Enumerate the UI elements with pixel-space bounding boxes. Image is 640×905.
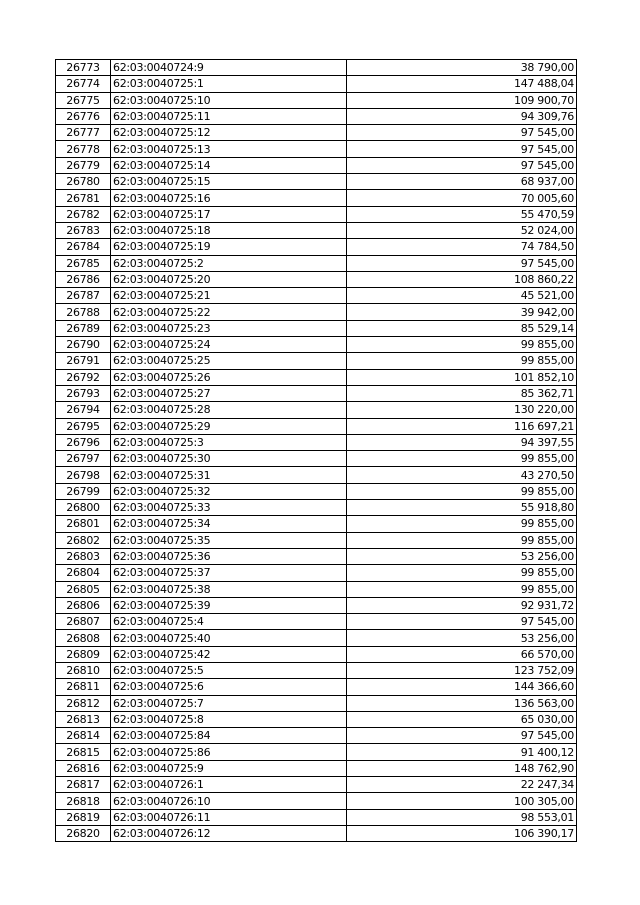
table-row bbox=[56, 157, 577, 173]
row-number-cell: 26787 bbox=[56, 288, 111, 304]
table-row bbox=[56, 271, 577, 287]
value-cell: 97 545,00 bbox=[347, 255, 577, 271]
table-row bbox=[56, 353, 577, 369]
value-cell: 43 270,50 bbox=[347, 467, 577, 483]
value-cell: 39 942,00 bbox=[347, 304, 577, 320]
row-number-cell: 26795 bbox=[56, 418, 111, 434]
value-cell: 147 488,04 bbox=[347, 76, 577, 92]
cadastral-number-cell: 62:03:0040726:12 bbox=[111, 825, 347, 841]
cadastral-number-cell: 62:03:0040725:39 bbox=[111, 597, 347, 613]
row-number-cell: 26803 bbox=[56, 548, 111, 564]
value-cell: 148 762,90 bbox=[347, 760, 577, 776]
row-number-cell: 26816 bbox=[56, 760, 111, 776]
cadastral-number-cell: 62:03:0040725:23 bbox=[111, 320, 347, 336]
cadastral-number-cell: 62:03:0040725:7 bbox=[111, 695, 347, 711]
row-number-cell: 26798 bbox=[56, 467, 111, 483]
row-number-cell: 26814 bbox=[56, 728, 111, 744]
value-cell: 130 220,00 bbox=[347, 402, 577, 418]
row-number-cell: 26799 bbox=[56, 483, 111, 499]
cadastral-number-cell: 62:03:0040725:2 bbox=[111, 255, 347, 271]
table-row bbox=[56, 92, 577, 108]
table-row bbox=[56, 809, 577, 825]
cadastral-number-cell: 62:03:0040725:28 bbox=[111, 402, 347, 418]
table-row bbox=[56, 695, 577, 711]
row-number-cell: 26801 bbox=[56, 516, 111, 532]
value-cell: 97 545,00 bbox=[347, 141, 577, 157]
table-row bbox=[56, 500, 577, 516]
cadastral-number-cell: 62:03:0040726:1 bbox=[111, 777, 347, 793]
value-cell: 106 390,17 bbox=[347, 825, 577, 841]
value-cell: 99 855,00 bbox=[347, 483, 577, 499]
row-number-cell: 26818 bbox=[56, 793, 111, 809]
cadastral-number-cell: 62:03:0040725:40 bbox=[111, 630, 347, 646]
cadastral-number-cell: 62:03:0040725:34 bbox=[111, 516, 347, 532]
cadastral-number-cell: 62:03:0040725:27 bbox=[111, 385, 347, 401]
cadastral-number-cell: 62:03:0040725:12 bbox=[111, 125, 347, 141]
cadastral-number-cell: 62:03:0040725:33 bbox=[111, 500, 347, 516]
cadastral-number-cell: 62:03:0040725:9 bbox=[111, 760, 347, 776]
table-row bbox=[56, 630, 577, 646]
cadastral-number-cell: 62:03:0040725:31 bbox=[111, 467, 347, 483]
value-cell: 108 860,22 bbox=[347, 271, 577, 287]
cadastral-number-cell: 62:03:0040725:25 bbox=[111, 353, 347, 369]
table-row bbox=[56, 369, 577, 385]
row-number-cell: 26777 bbox=[56, 125, 111, 141]
value-cell: 68 937,00 bbox=[347, 174, 577, 190]
cadastral-number-cell: 62:03:0040725:38 bbox=[111, 581, 347, 597]
value-cell: 53 256,00 bbox=[347, 630, 577, 646]
value-cell: 136 563,00 bbox=[347, 695, 577, 711]
value-cell: 94 309,76 bbox=[347, 108, 577, 124]
table-row bbox=[56, 222, 577, 238]
cadastral-number-cell: 62:03:0040725:14 bbox=[111, 157, 347, 173]
cadastral-number-cell: 62:03:0040725:84 bbox=[111, 728, 347, 744]
table-row bbox=[56, 581, 577, 597]
cadastral-number-cell: 62:03:0040725:3 bbox=[111, 434, 347, 450]
row-number-cell: 26782 bbox=[56, 206, 111, 222]
value-cell: 99 855,00 bbox=[347, 565, 577, 581]
value-cell: 97 545,00 bbox=[347, 614, 577, 630]
table-row bbox=[56, 483, 577, 499]
cadastral-number-cell: 62:03:0040725:24 bbox=[111, 337, 347, 353]
value-cell: 99 855,00 bbox=[347, 337, 577, 353]
cadastral-number-cell: 62:03:0040725:37 bbox=[111, 565, 347, 581]
table-row bbox=[56, 402, 577, 418]
table-row bbox=[56, 662, 577, 678]
value-cell: 97 545,00 bbox=[347, 157, 577, 173]
table-row bbox=[56, 304, 577, 320]
row-number-cell: 26791 bbox=[56, 353, 111, 369]
value-cell: 66 570,00 bbox=[347, 646, 577, 662]
table-row bbox=[56, 337, 577, 353]
row-number-cell: 26783 bbox=[56, 222, 111, 238]
row-number-cell: 26775 bbox=[56, 92, 111, 108]
row-number-cell: 26811 bbox=[56, 679, 111, 695]
cadastral-number-cell: 62:03:0040725:32 bbox=[111, 483, 347, 499]
cadastral-number-cell: 62:03:0040725:86 bbox=[111, 744, 347, 760]
row-number-cell: 26813 bbox=[56, 711, 111, 727]
table-row bbox=[56, 777, 577, 793]
value-cell: 55 470,59 bbox=[347, 206, 577, 222]
value-cell: 101 852,10 bbox=[347, 369, 577, 385]
table-row bbox=[56, 451, 577, 467]
table-row bbox=[56, 825, 577, 841]
row-number-cell: 26780 bbox=[56, 174, 111, 190]
table-row bbox=[56, 793, 577, 809]
value-cell: 99 855,00 bbox=[347, 532, 577, 548]
cadastral-number-cell: 62:03:0040725:4 bbox=[111, 614, 347, 630]
row-number-cell: 26789 bbox=[56, 320, 111, 336]
table-row bbox=[56, 320, 577, 336]
cadastral-number-cell: 62:03:0040725:22 bbox=[111, 304, 347, 320]
row-number-cell: 26806 bbox=[56, 597, 111, 613]
cadastral-number-cell: 62:03:0040725:6 bbox=[111, 679, 347, 695]
row-number-cell: 26800 bbox=[56, 500, 111, 516]
row-number-cell: 26779 bbox=[56, 157, 111, 173]
value-cell: 97 545,00 bbox=[347, 728, 577, 744]
value-cell: 123 752,09 bbox=[347, 662, 577, 678]
table-row bbox=[56, 679, 577, 695]
registry-table bbox=[55, 59, 577, 842]
table-row bbox=[56, 288, 577, 304]
cadastral-number-cell: 62:03:0040725:1 bbox=[111, 76, 347, 92]
cadastral-number-cell: 62:03:0040725:16 bbox=[111, 190, 347, 206]
table-row bbox=[56, 467, 577, 483]
value-cell: 74 784,50 bbox=[347, 239, 577, 255]
value-cell: 38 790,00 bbox=[347, 60, 577, 76]
value-cell: 85 529,14 bbox=[347, 320, 577, 336]
row-number-cell: 26790 bbox=[56, 337, 111, 353]
row-number-cell: 26804 bbox=[56, 565, 111, 581]
row-number-cell: 26819 bbox=[56, 809, 111, 825]
table-row bbox=[56, 190, 577, 206]
table-row bbox=[56, 728, 577, 744]
row-number-cell: 26805 bbox=[56, 581, 111, 597]
cadastral-number-cell: 62:03:0040725:26 bbox=[111, 369, 347, 385]
value-cell: 91 400,12 bbox=[347, 744, 577, 760]
value-cell: 99 855,00 bbox=[347, 353, 577, 369]
row-number-cell: 26812 bbox=[56, 695, 111, 711]
registry-table-body bbox=[56, 60, 577, 842]
row-number-cell: 26788 bbox=[56, 304, 111, 320]
table-row bbox=[56, 744, 577, 760]
row-number-cell: 26776 bbox=[56, 108, 111, 124]
value-cell: 144 366,60 bbox=[347, 679, 577, 695]
cadastral-number-cell: 62:03:0040726:11 bbox=[111, 809, 347, 825]
cadastral-number-cell: 62:03:0040725:5 bbox=[111, 662, 347, 678]
row-number-cell: 26817 bbox=[56, 777, 111, 793]
row-number-cell: 26802 bbox=[56, 532, 111, 548]
table-row bbox=[56, 532, 577, 548]
table-row bbox=[56, 385, 577, 401]
value-cell: 116 697,21 bbox=[347, 418, 577, 434]
row-number-cell: 26807 bbox=[56, 614, 111, 630]
value-cell: 65 030,00 bbox=[347, 711, 577, 727]
table-row bbox=[56, 646, 577, 662]
cadastral-number-cell: 62:03:0040726:10 bbox=[111, 793, 347, 809]
table-row bbox=[56, 711, 577, 727]
table-row bbox=[56, 206, 577, 222]
row-number-cell: 26794 bbox=[56, 402, 111, 418]
row-number-cell: 26796 bbox=[56, 434, 111, 450]
table-row bbox=[56, 548, 577, 564]
table-row bbox=[56, 760, 577, 776]
table-row bbox=[56, 141, 577, 157]
table-row bbox=[56, 125, 577, 141]
cadastral-number-cell: 62:03:0040725:29 bbox=[111, 418, 347, 434]
row-number-cell: 26809 bbox=[56, 646, 111, 662]
cadastral-number-cell: 62:03:0040725:15 bbox=[111, 174, 347, 190]
value-cell: 99 855,00 bbox=[347, 451, 577, 467]
cadastral-number-cell: 62:03:0040725:21 bbox=[111, 288, 347, 304]
value-cell: 100 305,00 bbox=[347, 793, 577, 809]
table-row bbox=[56, 76, 577, 92]
table-row bbox=[56, 418, 577, 434]
value-cell: 52 024,00 bbox=[347, 222, 577, 238]
row-number-cell: 26810 bbox=[56, 662, 111, 678]
value-cell: 98 553,01 bbox=[347, 809, 577, 825]
row-number-cell: 26781 bbox=[56, 190, 111, 206]
row-number-cell: 26820 bbox=[56, 825, 111, 841]
cadastral-number-cell: 62:03:0040725:36 bbox=[111, 548, 347, 564]
value-cell: 22 247,34 bbox=[347, 777, 577, 793]
table-row bbox=[56, 239, 577, 255]
cadastral-number-cell: 62:03:0040725:8 bbox=[111, 711, 347, 727]
value-cell: 92 931,72 bbox=[347, 597, 577, 613]
cadastral-number-cell: 62:03:0040725:11 bbox=[111, 108, 347, 124]
value-cell: 45 521,00 bbox=[347, 288, 577, 304]
table-row bbox=[56, 255, 577, 271]
row-number-cell: 26793 bbox=[56, 385, 111, 401]
table-row bbox=[56, 434, 577, 450]
table-row bbox=[56, 60, 577, 76]
row-number-cell: 26778 bbox=[56, 141, 111, 157]
table-row bbox=[56, 565, 577, 581]
row-number-cell: 26773 bbox=[56, 60, 111, 76]
table-row bbox=[56, 597, 577, 613]
value-cell: 55 918,80 bbox=[347, 500, 577, 516]
cadastral-number-cell: 62:03:0040725:19 bbox=[111, 239, 347, 255]
row-number-cell: 26808 bbox=[56, 630, 111, 646]
cadastral-number-cell: 62:03:0040725:20 bbox=[111, 271, 347, 287]
cadastral-number-cell: 62:03:0040725:10 bbox=[111, 92, 347, 108]
row-number-cell: 26774 bbox=[56, 76, 111, 92]
cadastral-number-cell: 62:03:0040725:18 bbox=[111, 222, 347, 238]
value-cell: 94 397,55 bbox=[347, 434, 577, 450]
table-row bbox=[56, 174, 577, 190]
cadastral-number-cell: 62:03:0040725:30 bbox=[111, 451, 347, 467]
value-cell: 99 855,00 bbox=[347, 516, 577, 532]
cadastral-number-cell: 62:03:0040725:13 bbox=[111, 141, 347, 157]
table-row bbox=[56, 516, 577, 532]
value-cell: 85 362,71 bbox=[347, 385, 577, 401]
cadastral-number-cell: 62:03:0040725:35 bbox=[111, 532, 347, 548]
row-number-cell: 26815 bbox=[56, 744, 111, 760]
value-cell: 109 900,70 bbox=[347, 92, 577, 108]
table-row bbox=[56, 108, 577, 124]
value-cell: 70 005,60 bbox=[347, 190, 577, 206]
value-cell: 99 855,00 bbox=[347, 581, 577, 597]
row-number-cell: 26786 bbox=[56, 271, 111, 287]
cadastral-number-cell: 62:03:0040725:42 bbox=[111, 646, 347, 662]
table-row bbox=[56, 614, 577, 630]
value-cell: 53 256,00 bbox=[347, 548, 577, 564]
cadastral-number-cell: 62:03:0040725:17 bbox=[111, 206, 347, 222]
row-number-cell: 26792 bbox=[56, 369, 111, 385]
row-number-cell: 26785 bbox=[56, 255, 111, 271]
value-cell: 97 545,00 bbox=[347, 125, 577, 141]
cadastral-number-cell: 62:03:0040724:9 bbox=[111, 60, 347, 76]
row-number-cell: 26797 bbox=[56, 451, 111, 467]
row-number-cell: 26784 bbox=[56, 239, 111, 255]
